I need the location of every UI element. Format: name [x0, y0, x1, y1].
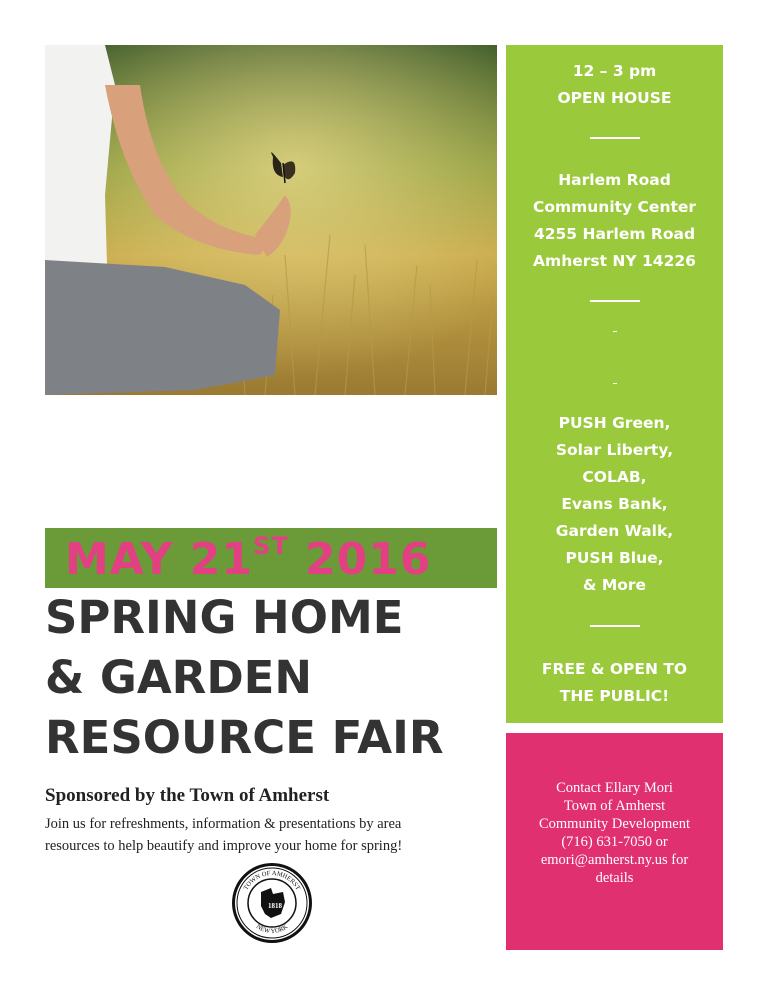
event-time: 12 – 3 pm: [572, 62, 657, 80]
exhibitor-line: PUSH Blue,: [565, 549, 664, 567]
title-line: & GARDEN: [45, 651, 313, 704]
date-main: MAY 21: [65, 534, 254, 585]
admission-line: FREE & OPEN TO: [541, 660, 688, 678]
venue-line: Amherst NY 14226: [533, 252, 696, 270]
contact-line: Town of Amherst: [563, 798, 666, 814]
exhibitor-line: PUSH Green,: [558, 414, 671, 432]
event-details-panel: [506, 45, 723, 723]
exhibitor-line: & More: [582, 576, 647, 594]
date-year: 2016: [305, 534, 432, 585]
contact-line: Community Development: [538, 816, 691, 832]
contact-panel: [506, 733, 723, 950]
venue-line: Community Center: [532, 198, 697, 216]
admission-line: THE PUBLIC!: [559, 687, 670, 705]
date-suffix: ST: [253, 532, 289, 560]
divider-mark: [613, 331, 617, 332]
seal-top-text: TOWN OF AMHERST: [242, 869, 302, 892]
contact-line: details: [595, 870, 634, 886]
exhibitor-line: COLAB,: [582, 468, 647, 486]
sponsor-heading: Sponsored by the Town of Amherst: [45, 785, 330, 806]
divider: [590, 625, 640, 627]
event-type: OPEN HOUSE: [557, 89, 672, 107]
title-line: RESOURCE FAIR: [45, 711, 444, 764]
exhibitor-line: Solar Liberty,: [555, 441, 674, 459]
contact-line: Contact Ellary Mori: [556, 780, 673, 796]
title-line: SPRING HOME: [45, 591, 404, 644]
contact-email[interactable]: emori@amherst.ny.us for: [540, 852, 689, 868]
seal-year: 1818: [268, 902, 282, 910]
exhibitor-line: Evans Bank,: [561, 495, 668, 513]
hero-photo: [45, 45, 497, 395]
exhibitor-line: Garden Walk,: [555, 522, 674, 540]
venue-line: Harlem Road: [558, 171, 671, 189]
seal-bottom-text: NEW YORK: [254, 923, 290, 936]
town-seal-icon: [231, 862, 313, 944]
venue-line: 4255 Harlem Road: [533, 225, 696, 243]
divider: [590, 137, 640, 139]
divider-mark: [613, 383, 617, 384]
description-line: resources to help beautify and improve your home for spring!: [45, 838, 403, 854]
date-banner: [45, 528, 497, 588]
meditation-butterfly-image: [45, 45, 497, 395]
description-line: Join us for refreshments, information & presentations by area: [45, 816, 402, 832]
divider: [590, 300, 640, 302]
event-date: [65, 532, 432, 585]
contact-phone: (716) 631-7050 or: [561, 834, 668, 850]
